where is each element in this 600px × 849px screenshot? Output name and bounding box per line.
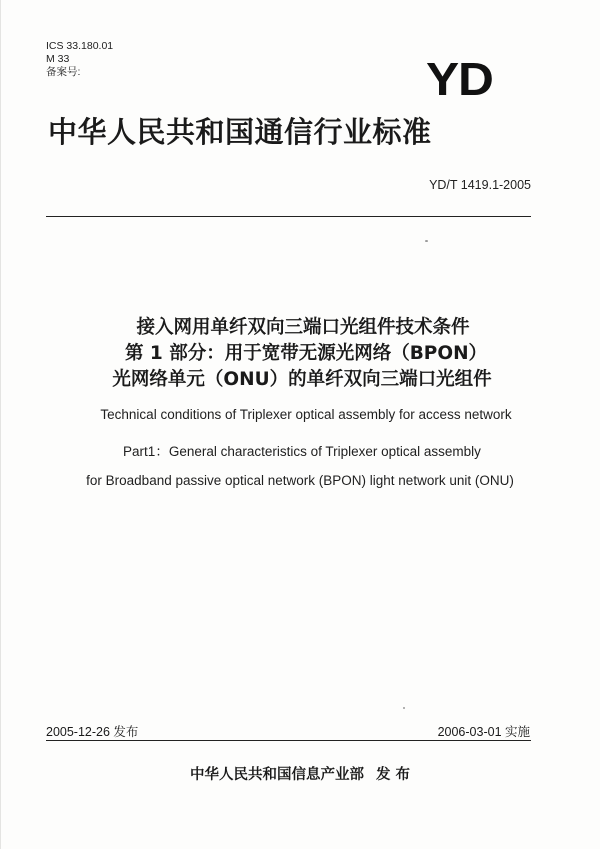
publisher-line	[0, 763, 600, 784]
english-title-line-3: for Broadband passive optical network (BPON) light network unit (ONU)	[86, 473, 514, 488]
record-number-label: 备案号:	[46, 66, 81, 78]
english-title-line-2: Part1：General characteristics of Triplexer optical assembly	[123, 444, 481, 459]
publisher-name: 中华人民共和国信息产业部	[189, 767, 364, 783]
chinese-title	[0, 315, 600, 393]
chinese-title-line-1: 接入网用单纤双向三端口光组件技术条件	[136, 317, 470, 338]
effective-date: 2006-03-01 实施	[437, 725, 530, 739]
scan-speck	[403, 707, 405, 709]
bottom-divider	[46, 740, 531, 741]
standard-number: YD/T 1419.1-2005	[429, 178, 531, 192]
top-divider	[46, 216, 531, 217]
scan-speck	[425, 240, 428, 242]
english-title-line-1: Technical conditions of Triplexer optical assembly for access network	[100, 407, 512, 422]
classification-block	[46, 40, 113, 79]
chinese-title-line-3: 光网络单元（ONU）的单纤双向三端口光组件	[112, 369, 492, 390]
chinese-title-line-2: 第 1 部分：用于宽带无源光网络（BPON）	[124, 343, 488, 364]
publisher-suffix: 发 布	[375, 767, 411, 783]
yd-logo: YD	[426, 53, 493, 105]
ics-code: ICS 33.180.01	[46, 40, 114, 52]
classification-code: M 33	[46, 53, 70, 65]
organization-title: 中华人民共和国通信行业标准	[48, 115, 432, 149]
issue-date: 2005-12-26 发布	[46, 725, 139, 739]
